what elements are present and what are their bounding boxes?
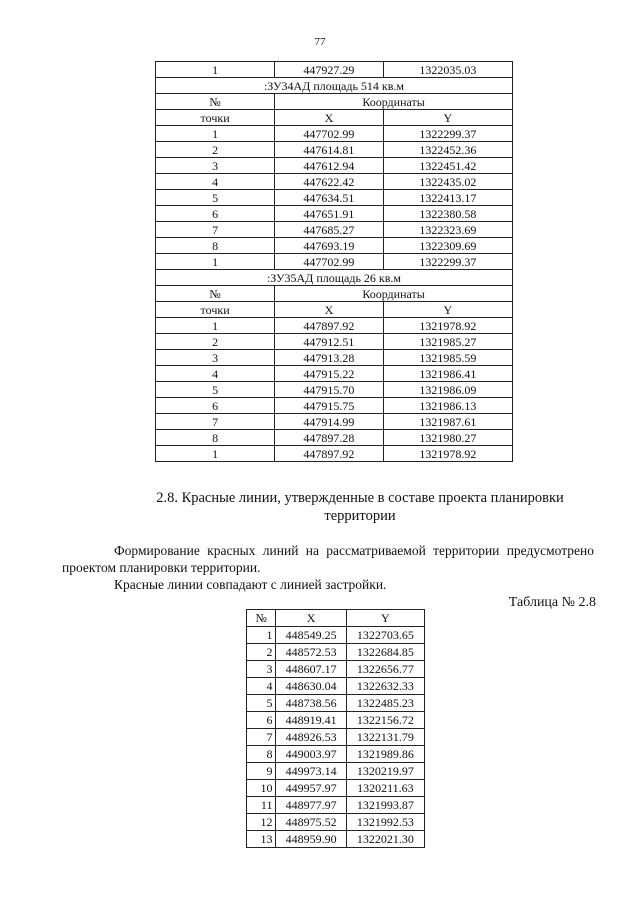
point-number-cell: 1 <box>247 627 276 644</box>
table-header-row <box>156 110 513 126</box>
point-number-cell: 12 <box>247 814 276 831</box>
table-row <box>156 62 513 78</box>
x-coordinate-cell: 448630.04 <box>276 678 346 695</box>
point-number-cell: 8 <box>156 238 275 254</box>
column-header-number: № <box>247 610 276 627</box>
parcel-title: :ЗУ34АД площадь 514 кв.м <box>156 78 513 94</box>
y-coordinate-cell: 1322021.30 <box>346 831 424 848</box>
point-number-cell: 1 <box>156 126 275 142</box>
parcel-title-row <box>156 78 513 94</box>
y-coordinate-cell: 1322131.79 <box>346 729 424 746</box>
y-coordinate-cell: 1322156.72 <box>346 712 424 729</box>
table-row <box>156 350 513 366</box>
x-coordinate-cell: 447693.19 <box>275 238 383 254</box>
x-coordinate-cell: 447651.91 <box>275 206 383 222</box>
table-row <box>156 126 513 142</box>
x-coordinate-cell: 449003.97 <box>276 746 346 763</box>
point-number-cell: 5 <box>156 382 275 398</box>
point-number-cell: 2 <box>247 644 276 661</box>
x-coordinate-cell: 448926.53 <box>276 729 346 746</box>
table-row <box>247 797 425 814</box>
section-heading-line-1: 2.8. Красные линии, утвержденные в составе проекта планировки <box>156 490 564 506</box>
point-number-cell: 1 <box>156 446 275 462</box>
red-lines-table <box>246 609 425 848</box>
table-row <box>156 206 513 222</box>
table-row <box>156 382 513 398</box>
point-number-cell: 13 <box>247 831 276 848</box>
table-row <box>247 814 425 831</box>
table-header-row <box>156 286 513 302</box>
x-coordinate-cell: 447702.99 <box>275 254 383 270</box>
point-number-cell: 8 <box>247 746 276 763</box>
table-row <box>247 746 425 763</box>
y-coordinate-cell: 1321992.53 <box>346 814 424 831</box>
point-number-cell: 4 <box>247 678 276 695</box>
point-number-cell: 6 <box>156 398 275 414</box>
x-coordinate-cell: 447634.51 <box>275 190 383 206</box>
y-coordinate-cell: 1320211.63 <box>346 780 424 797</box>
point-number-cell: 1 <box>156 62 275 78</box>
section-heading <box>100 489 620 525</box>
column-header-x: X <box>275 302 383 318</box>
y-coordinate-cell: 1322380.58 <box>383 206 512 222</box>
point-number-cell: 3 <box>156 158 275 174</box>
y-coordinate-cell: 1321987.61 <box>383 414 512 430</box>
table-row <box>156 446 513 462</box>
parcel-title-row <box>156 270 513 286</box>
parcel-coordinates-table <box>155 61 513 462</box>
table-row <box>156 190 513 206</box>
x-coordinate-cell: 447927.29 <box>275 62 383 78</box>
y-coordinate-cell: 1322035.03 <box>383 62 512 78</box>
x-coordinate-cell: 448549.25 <box>276 627 346 644</box>
table-row <box>247 712 425 729</box>
table-row <box>156 430 513 446</box>
table-row <box>247 831 425 848</box>
point-number-cell: 9 <box>247 763 276 780</box>
y-coordinate-cell: 1322632.33 <box>346 678 424 695</box>
paragraph-red-lines-formation: Формирование красных линий на рассматриваемой территории предусмотрено проектом планировки территории. <box>62 543 594 575</box>
point-number-cell: 1 <box>156 254 275 270</box>
x-coordinate-cell: 447685.27 <box>275 222 383 238</box>
table-header-row <box>156 94 513 110</box>
y-coordinate-cell: 1321986.09 <box>383 382 512 398</box>
y-coordinate-cell: 1320219.97 <box>346 763 424 780</box>
x-coordinate-cell: 447702.99 <box>275 126 383 142</box>
x-coordinate-cell: 448738.56 <box>276 695 346 712</box>
point-number-cell: 2 <box>156 334 275 350</box>
x-coordinate-cell: 448919.41 <box>276 712 346 729</box>
x-coordinate-cell: 447622.42 <box>275 174 383 190</box>
table-row <box>156 238 513 254</box>
point-number-cell: 2 <box>156 142 275 158</box>
column-header-x: X <box>275 110 383 126</box>
column-header-y: Y <box>383 110 512 126</box>
y-coordinate-cell: 1322299.37 <box>383 254 512 270</box>
column-header-coordinates: Координаты <box>275 286 513 302</box>
column-header-number-bottom: точки <box>156 110 275 126</box>
point-number-cell: 10 <box>247 780 276 797</box>
page-number: 77 <box>314 36 326 48</box>
x-coordinate-cell: 448572.53 <box>276 644 346 661</box>
x-coordinate-cell: 447915.75 <box>275 398 383 414</box>
table-row <box>247 695 425 712</box>
table-row <box>247 627 425 644</box>
table-row <box>156 334 513 350</box>
column-header-y: Y <box>346 610 424 627</box>
x-coordinate-cell: 447915.22 <box>275 366 383 382</box>
x-coordinate-cell: 447897.92 <box>275 446 383 462</box>
y-coordinate-cell: 1321989.86 <box>346 746 424 763</box>
x-coordinate-cell: 447914.99 <box>275 414 383 430</box>
point-number-cell: 3 <box>156 350 275 366</box>
y-coordinate-cell: 1321985.27 <box>383 334 512 350</box>
x-coordinate-cell: 448607.17 <box>276 661 346 678</box>
y-coordinate-cell: 1322299.37 <box>383 126 512 142</box>
y-coordinate-cell: 1321978.92 <box>383 446 512 462</box>
x-coordinate-cell: 449957.97 <box>276 780 346 797</box>
point-number-cell: 4 <box>156 366 275 382</box>
y-coordinate-cell: 1321986.13 <box>383 398 512 414</box>
y-coordinate-cell: 1321985.59 <box>383 350 512 366</box>
column-header-coordinates: Координаты <box>275 94 513 110</box>
y-coordinate-cell: 1322435.02 <box>383 174 512 190</box>
point-number-cell: 7 <box>156 222 275 238</box>
table-row <box>156 222 513 238</box>
point-number-cell: 5 <box>247 695 276 712</box>
x-coordinate-cell: 448975.52 <box>276 814 346 831</box>
table-row <box>247 678 425 695</box>
parcel-title: :ЗУ35АД площадь 26 кв.м <box>156 270 513 286</box>
y-coordinate-cell: 1322413.17 <box>383 190 512 206</box>
table-row <box>247 644 425 661</box>
y-coordinate-cell: 1321986.41 <box>383 366 512 382</box>
y-coordinate-cell: 1321980.27 <box>383 430 512 446</box>
column-header-x: X <box>276 610 346 627</box>
point-number-cell: 3 <box>247 661 276 678</box>
table-row <box>156 254 513 270</box>
y-coordinate-cell: 1322703.65 <box>346 627 424 644</box>
table-header-row <box>247 610 425 627</box>
point-number-cell: 8 <box>156 430 275 446</box>
x-coordinate-cell: 447612.94 <box>275 158 383 174</box>
y-coordinate-cell: 1322451.42 <box>383 158 512 174</box>
column-header-number-top: № <box>156 286 275 302</box>
y-coordinate-cell: 1322485.23 <box>346 695 424 712</box>
table-row <box>156 318 513 334</box>
x-coordinate-cell: 448959.90 <box>276 831 346 848</box>
y-coordinate-cell: 1322309.69 <box>383 238 512 254</box>
table-row <box>156 158 513 174</box>
x-coordinate-cell: 447913.28 <box>275 350 383 366</box>
point-number-cell: 11 <box>247 797 276 814</box>
point-number-cell: 1 <box>156 318 275 334</box>
table-row <box>156 142 513 158</box>
y-coordinate-cell: 1321993.87 <box>346 797 424 814</box>
point-number-cell: 4 <box>156 174 275 190</box>
x-coordinate-cell: 447897.92 <box>275 318 383 334</box>
point-number-cell: 6 <box>156 206 275 222</box>
paragraph-red-lines-match: Красные линии совпадают с линией застройки. <box>114 577 387 592</box>
y-coordinate-cell: 1322684.85 <box>346 644 424 661</box>
point-number-cell: 7 <box>247 729 276 746</box>
table-row <box>156 366 513 382</box>
table-header-row <box>156 302 513 318</box>
y-coordinate-cell: 1321978.92 <box>383 318 512 334</box>
table-row <box>247 661 425 678</box>
table-caption: Таблица № 2.8 <box>508 595 596 610</box>
column-header-number-top: № <box>156 94 275 110</box>
y-coordinate-cell: 1322656.77 <box>346 661 424 678</box>
x-coordinate-cell: 448977.97 <box>276 797 346 814</box>
x-coordinate-cell: 447897.28 <box>275 430 383 446</box>
section-heading-line-2: территории <box>324 508 396 524</box>
x-coordinate-cell: 447614.81 <box>275 142 383 158</box>
table-row <box>247 780 425 797</box>
table-row <box>156 174 513 190</box>
x-coordinate-cell: 447912.51 <box>275 334 383 350</box>
point-number-cell: 7 <box>156 414 275 430</box>
point-number-cell: 5 <box>156 190 275 206</box>
column-header-number-bottom: точки <box>156 302 275 318</box>
y-coordinate-cell: 1322323.69 <box>383 222 512 238</box>
table-row <box>247 729 425 746</box>
x-coordinate-cell: 447915.70 <box>275 382 383 398</box>
point-number-cell: 6 <box>247 712 276 729</box>
x-coordinate-cell: 449973.14 <box>276 763 346 780</box>
table-row <box>156 414 513 430</box>
table-row <box>247 763 425 780</box>
column-header-y: Y <box>383 302 512 318</box>
table-row <box>156 398 513 414</box>
y-coordinate-cell: 1322452.36 <box>383 142 512 158</box>
